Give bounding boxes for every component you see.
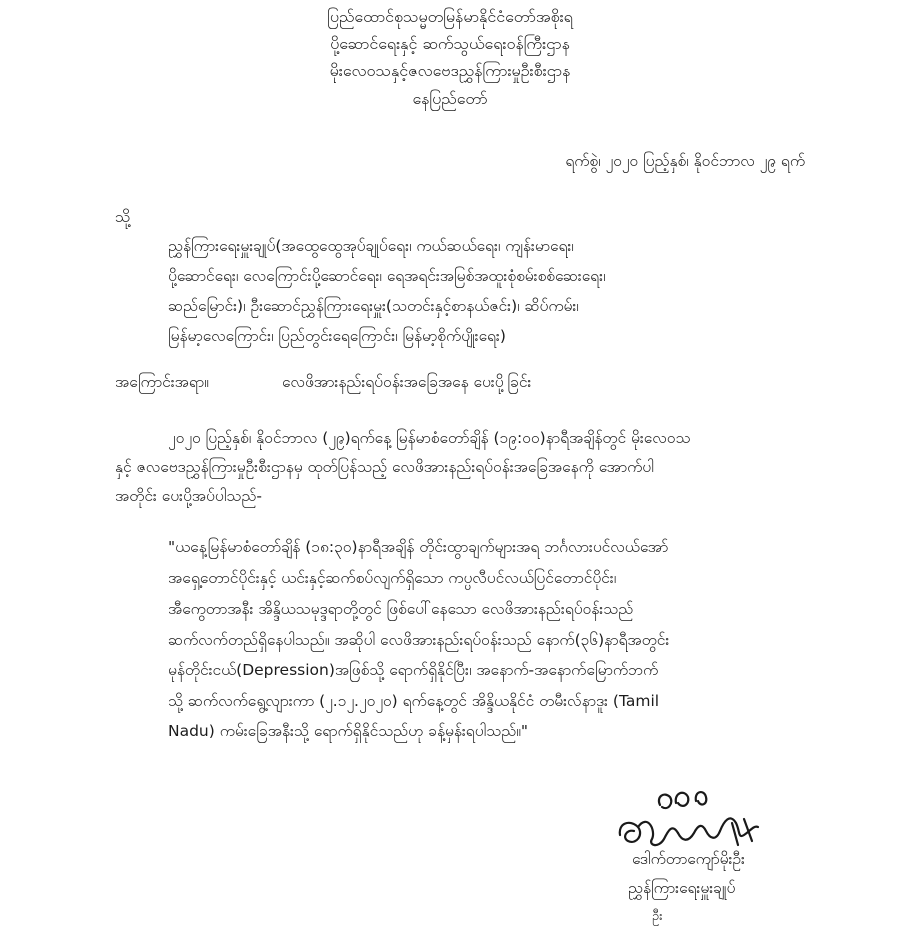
header-ministry: ပို့ဆောင်ရေးနှင့် ဆက်သွယ်ရေးဝန်ကြီးဌာန <box>330 34 570 53</box>
subject-label: အကြောင်းအရာ။ <box>115 373 209 391</box>
header-department: မိုးလေဝသနှင့်ဇလဗေဒညွှန်ကြားမှုဦးစီးဌာန <box>329 61 571 80</box>
subject-text: လေဖိအားနည်းရပ်ဝန်းအခြေအနေ ပေးပို့ခြင်း <box>282 373 532 391</box>
to-label: သို့ <box>115 207 131 226</box>
header-government: ပြည်ထောင်စုသမ္မတမြန်မာနိုင်ငံတော်အစိုးရ <box>327 7 573 26</box>
quote-line: အရှေ့တောင်ပိုင်းနှင့် ယင်းနှင့်ဆက်စပ်လျက်ရှိသော ကပ္ပလီပင်လယ်ပြင်တောင်ပိုင်း၊ <box>168 569 617 587</box>
recipient-line: ဆည်မြောင်း)၊ ဦးဆောင်ညွှန်ကြားရေးမှူး(သတင်းနှင့်စာနယ်ဇင်း)၊ ဆိပ်ကမ်း၊ <box>168 297 579 315</box>
signatory-title: ညွှန်ကြားရေးမှူးချုပ် <box>628 879 736 897</box>
recipient-line: ညွှန်ကြားရေးမှူးချုပ်(အထွေထွေအုပ်ချုပ်ရေး၊ ကယ်ဆယ်ရေး၊ ကျန်းမာရေး၊ <box>168 237 574 255</box>
quote-line: အီကွေတာအနီး အိန္ဒိယသမုဒ္ဒရာတို့တွင် ဖြစ်ပေါ်နေသော လေဖိအားနည်းရပ်ဝန်းသည် <box>168 600 634 618</box>
letter-date: ရက်စွဲ၊ ၂၀၂၀ ပြည့်နှစ်၊ နိုဝင်ဘာလ ၂၉ ရက် <box>565 152 805 170</box>
signatory-remark: ဦး <box>652 909 663 924</box>
signatory-name: ဒေါက်တာကျော်မိုးဦး <box>632 850 745 868</box>
quote-line: Nadu) ကမ်းခြေအနီးသို့ ရောက်ရှိနိုင်သည်ဟု ခန့်မှန်းရပါသည်။" <box>168 722 529 740</box>
header-city: နေပြည်တော် <box>412 89 488 108</box>
body-line: ၂၀၂၀ ပြည့်နှစ်၊ နိုဝင်ဘာလ (၂၉)ရက်နေ့ မြန်မာစံတော်ချိန် (၁၉:၀၀)နာရီအချိန်တွင် မိုးလေဝသ <box>168 429 691 447</box>
handwritten-signature <box>612 783 762 855</box>
quote-line: "ယနေ့မြန်မာစံတော်ချိန် (၁၈:၃၀)နာရီအချိန် တိုင်းထွာချက်များအရ ဘင်္ဂလားပင်လယ်အော် <box>168 538 669 556</box>
quote-line: သို့ ဆက်လက်ရွေ့လျားကာ (၂.၁၂.၂၀၂၀) ရက်နေ့တွင် အိန္ဒိယနိုင်ငံ တမီးလ်နာဒူး (Tamil <box>168 692 660 710</box>
quote-line: ဆက်လက်တည်ရှိနေပါသည်။ အဆိုပါ လေဖိအားနည်းရပ်ဝန်းသည် နောက်(၃၆)နာရီအတွင်း <box>168 631 670 649</box>
body-line: နှင့် ဇလဗေဒညွှန်ကြားမှုဦးစီးဌာနမှ ထုတ်ပြန်သည့် လေဖိအားနည်းရပ်ဝန်းအခြေအနေကို အောက်ပါ <box>115 458 654 476</box>
recipient-line: မြန်မာ့လေကြောင်း၊ ပြည်တွင်းရေကြောင်း၊ မြန်မာ့စိုက်ပျိုးရေး) <box>168 327 506 345</box>
quote-line: မုန်တိုင်းငယ်(Depression)အဖြစ်သို့ ရောက်ရှိနိုင်ပြီး၊ အနောက်-အနောက်မြောက်ဘက် <box>168 661 659 679</box>
recipient-line: ပို့ဆောင်ရေး၊ လေကြောင်းပို့ဆောင်ရေး၊ ရေအရင်းအမြစ်အထူးစုံစမ်းစစ်ဆေးရေး၊ <box>168 267 606 285</box>
body-line: အတိုင်း ပေးပို့အပ်ပါသည်- <box>115 487 262 505</box>
